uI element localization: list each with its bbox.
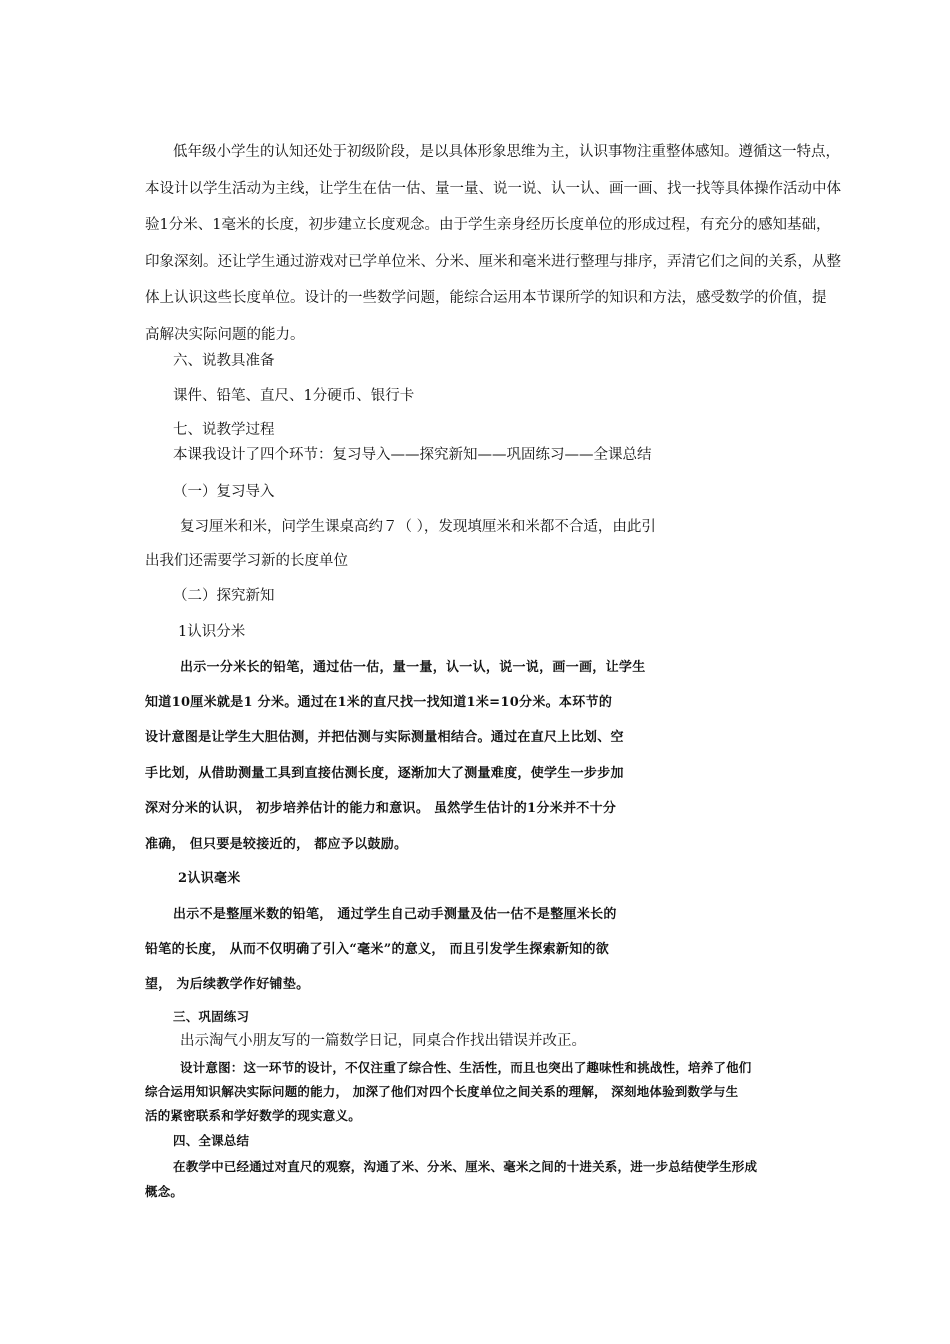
intro-line: 高解决实际问题的能力。 bbox=[145, 326, 305, 343]
section6-heading: 六、说教具准备 bbox=[173, 353, 275, 369]
intro-line: 印象深刻。还让学生通过游戏对已学单位米、分米、厘米和毫米进行整理与排序，弄清它们之间的关系，从整 bbox=[145, 253, 841, 270]
sub1-line: 知道10厘米就是1 分米。通过在1米的直尺找一找知道1米=10分米。本环节的 bbox=[145, 695, 613, 710]
intro-line: 低年级小学生的认知还处于初级阶段，是以具体形象思维为主，认识事物注重整体感知。遵循这一特点， bbox=[173, 144, 840, 160]
sub1-line: 深对分米的认识， 初步培养估计的能力和意识。 虽然学生估计的1分米并不十分 bbox=[145, 801, 617, 816]
sub1-line: 出示一分米长的铅笔，通过估一估，量一量，认一认，说一说，画一画，让学生 bbox=[180, 660, 646, 675]
section4-heading: 四、全课总结 bbox=[173, 1133, 250, 1148]
sub1-line: 准确， 但只要是较接近的， 都应予以鼓励。 bbox=[145, 837, 408, 852]
sub2-line: 出示不是整厘米数的铅笔， 通过学生自己动手测量及估一估不是整厘米长的 bbox=[173, 907, 617, 922]
design-intent-line: 设计意图：这一环节的设计，不仅注重了综合性、生活性，而且也突出了趣味性和挑战性，培养了他们 bbox=[180, 1060, 752, 1075]
intro-line: 体上认识这些长度单位。设计的一些数学问题，能综合运用本节课所学的知识和方法，感受数学的价值，提 bbox=[145, 290, 827, 307]
section3-line: 出示淘气小朋友写的一篇数学日记，同桌合作找出错误并改正。 bbox=[180, 1033, 586, 1049]
sub2-heading: 2认识毫米 bbox=[178, 871, 241, 886]
sub2-line: 望， 为后续教学作好铺垫。 bbox=[145, 977, 310, 992]
sub2-line: 铅笔的长度， 从而不仅明确了引入“毫米”的意义， 而且引发学生探索新知的欲 bbox=[145, 942, 610, 957]
section7-heading: 七、说教学过程 bbox=[173, 422, 275, 438]
intro-line: 验1分米、1毫米的长度，初步建立长度观念。由于学生亲身经历长度单位的形成过程，有充分的感知基础， bbox=[145, 217, 831, 234]
intro-paragraph bbox=[145, 134, 841, 354]
section4-line: 在教学中已经通过对直尺的观察，沟通了米、分米、厘米、毫米之间的十进关系，进一步总结使学生形成 bbox=[173, 1159, 758, 1174]
design-intent-line: 活的紧密联系和学好数学的现实意义。 bbox=[145, 1108, 361, 1123]
intro-line: 本设计以学生活动为主线，让学生在估一估、量一量、说一说、认一认、画一画、找一找等具体操作活动中体 bbox=[145, 180, 841, 197]
part2-heading: （二）探究新知 bbox=[173, 588, 275, 604]
section4-line: 概念。 bbox=[145, 1184, 184, 1199]
part1-line: 出我们还需要学习新的长度单位 bbox=[145, 553, 348, 569]
part1-heading: （一）复习导入 bbox=[173, 484, 275, 500]
section3-heading: 三、巩固练习 bbox=[173, 1009, 250, 1024]
section6-content: 课件、铅笔、直尺、1分硬币、银行卡 bbox=[173, 388, 415, 404]
sub1-line: 设计意图是让学生大胆估测，并把估测与实际测量相结合。通过在直尺上比划、空 bbox=[145, 730, 624, 745]
sub1-line: 手比划，从借助测量工具到直接估测长度，逐渐加大了测量难度，使学生一步步加 bbox=[145, 766, 624, 781]
sub1-heading: 1认识分米 bbox=[178, 624, 246, 640]
part1-line: 复习厘米和米，问学生课桌高约７（ ），发现填厘米和米都不合适，由此引 bbox=[180, 519, 656, 535]
section7-overview: 本课我设计了四个环节：复习导入——探究新知——巩固练习——全课总结 bbox=[173, 447, 652, 463]
design-intent-line: 综合运用知识解决实际问题的能力， 加深了他们对四个长度单位之间关系的理解， 深刻地体验到数学与生 bbox=[145, 1084, 739, 1099]
